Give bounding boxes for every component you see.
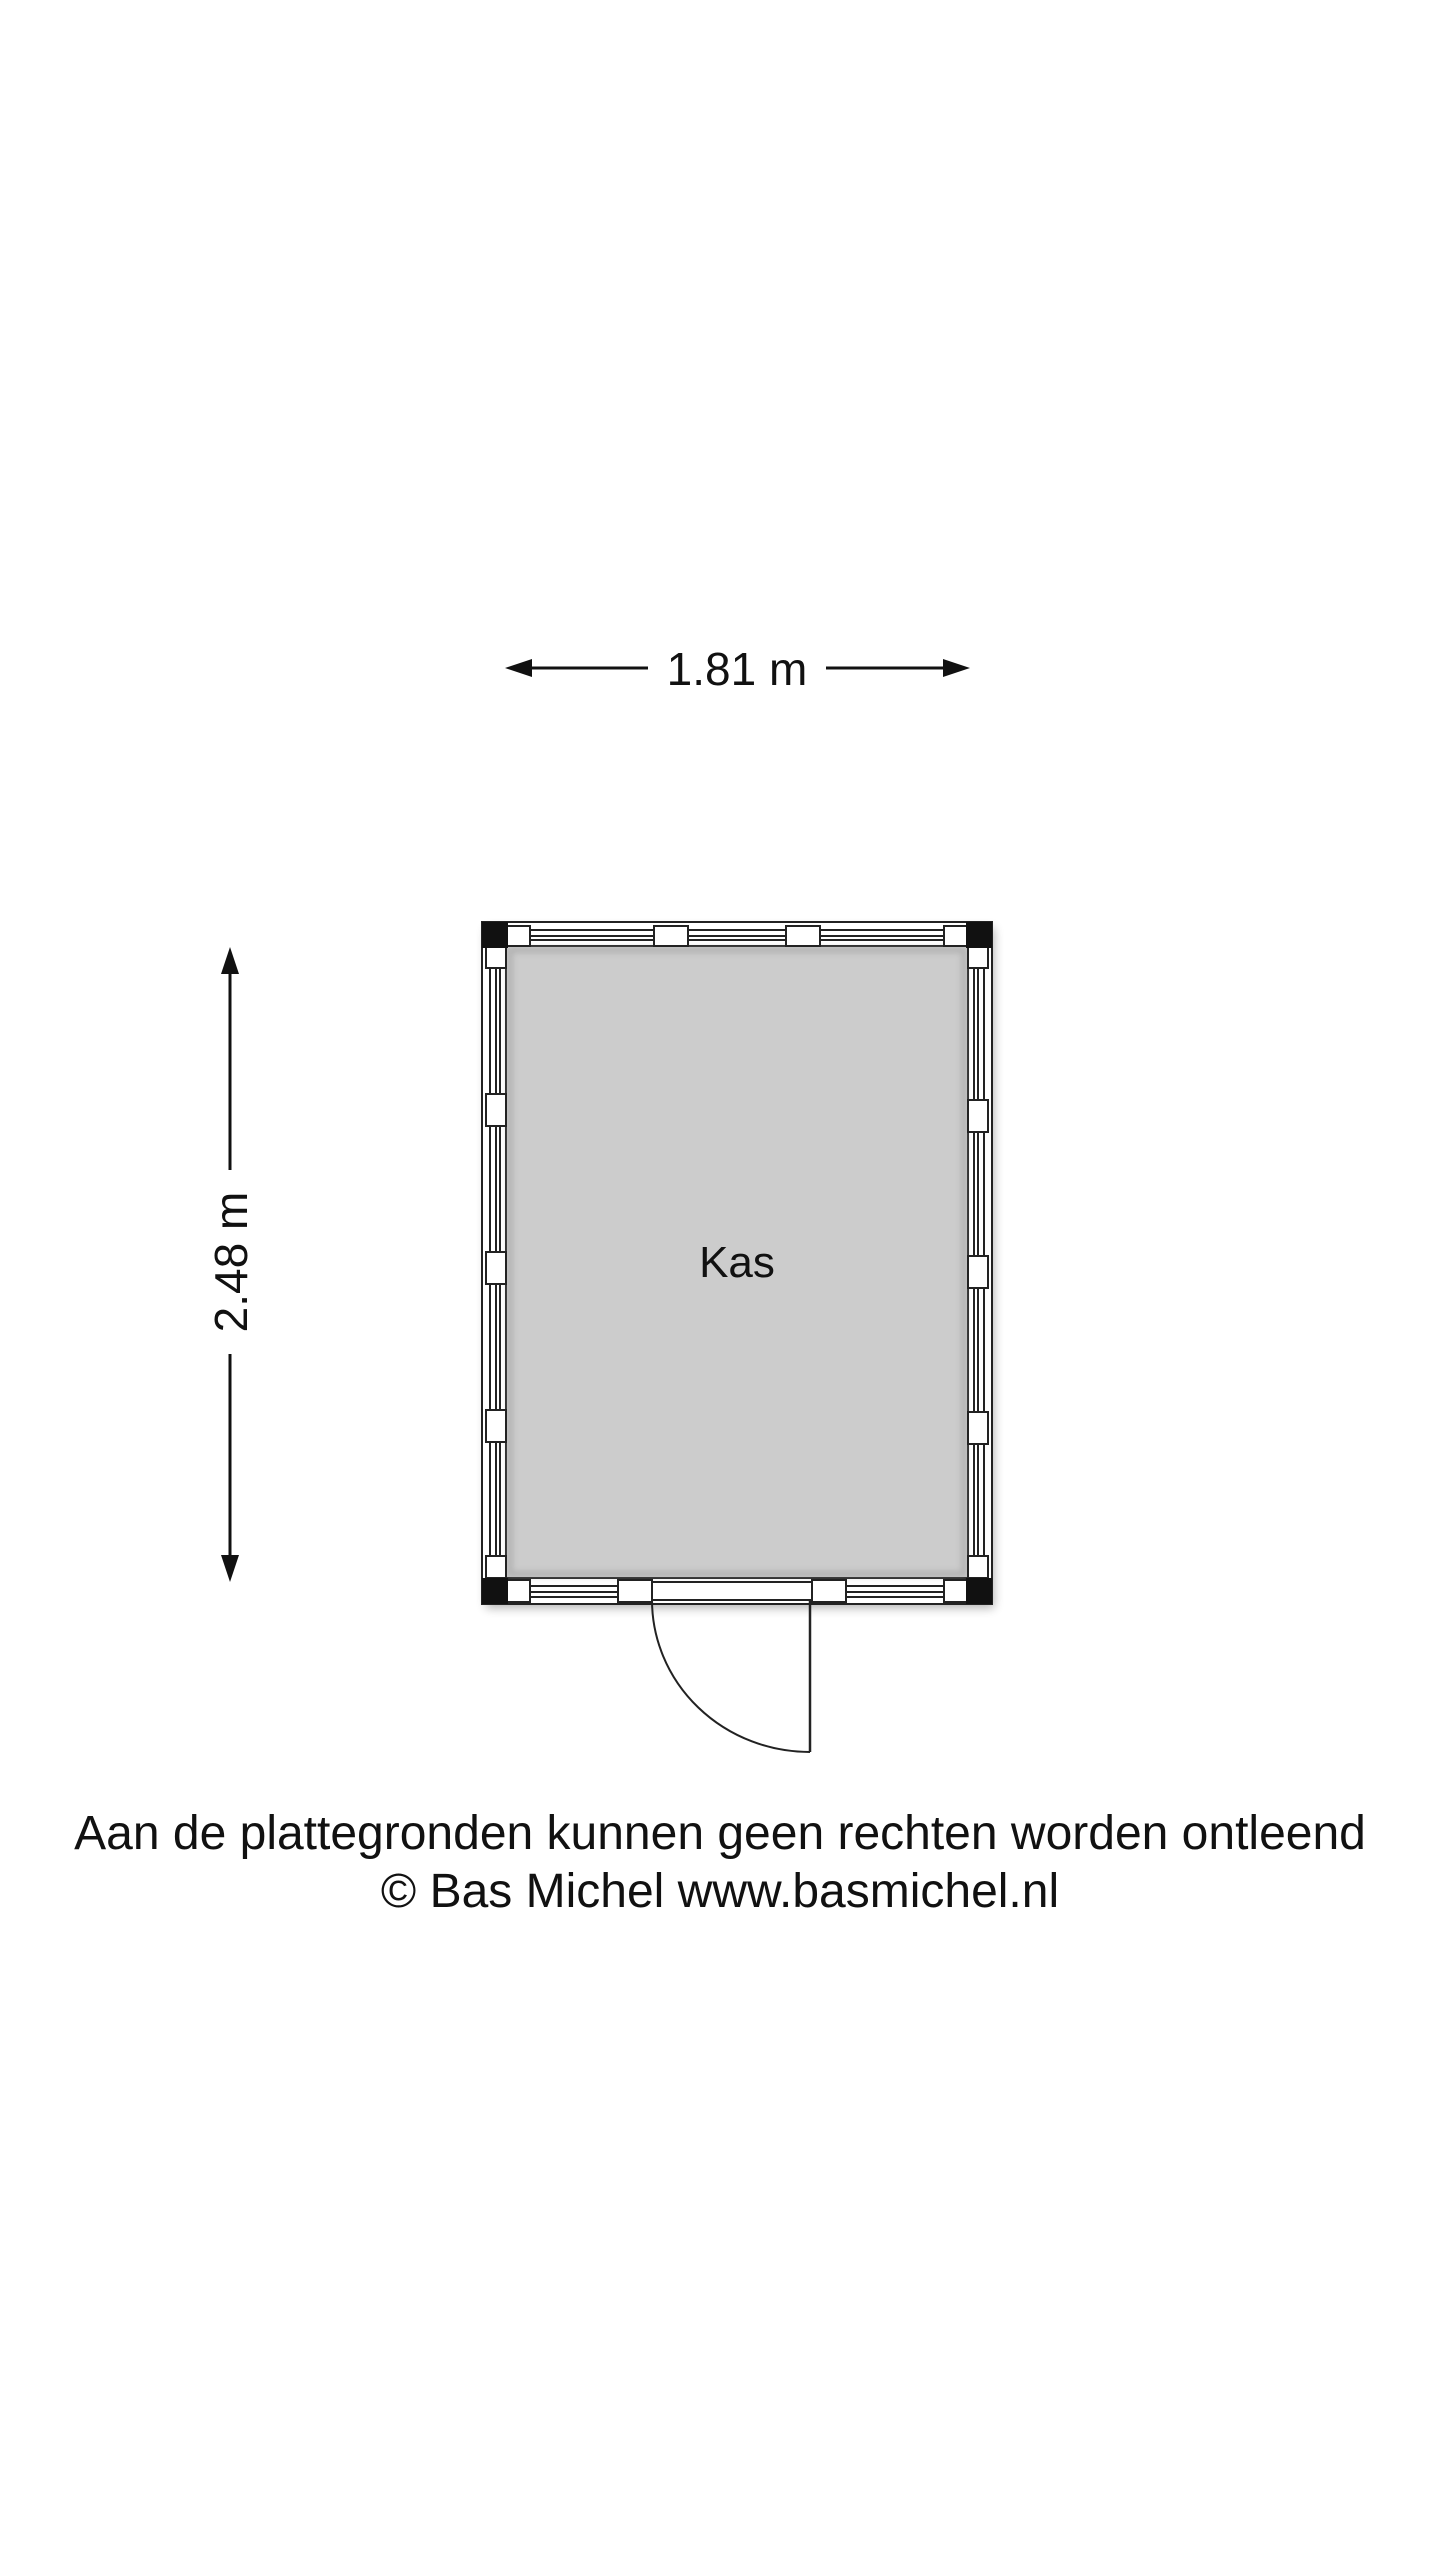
width-dim-arrow-left xyxy=(505,659,532,677)
width-dimension xyxy=(505,643,970,695)
height-dim-arrow-bottom xyxy=(221,1555,239,1582)
height-dim-arrow-top xyxy=(221,947,239,974)
room-label: Kas xyxy=(699,1238,775,1287)
mullion xyxy=(486,1252,506,1284)
height-dimension xyxy=(205,947,257,1582)
width-dimension-label: 1.81 m xyxy=(666,643,808,695)
mullion xyxy=(968,1100,988,1132)
mullion xyxy=(968,946,988,968)
mullion xyxy=(812,1580,846,1602)
door-swing-arc xyxy=(652,1600,810,1752)
mullion xyxy=(968,1256,988,1288)
mullion xyxy=(944,1580,968,1602)
mullion xyxy=(944,926,968,946)
mullion xyxy=(486,1410,506,1442)
mullion xyxy=(618,1580,652,1602)
mullion xyxy=(654,926,688,946)
door-opening xyxy=(652,1582,812,1600)
mullion xyxy=(506,1580,530,1602)
mullion xyxy=(506,926,530,946)
mullion xyxy=(968,1412,988,1444)
corner-post-top-right xyxy=(966,922,992,948)
mullion xyxy=(968,1556,988,1578)
mullion xyxy=(486,1556,506,1578)
height-dimension-label: 2.48 m xyxy=(205,1191,257,1333)
mullion xyxy=(786,926,820,946)
width-dim-arrow-right xyxy=(943,659,970,677)
mullion xyxy=(486,946,506,968)
corner-post-top-left xyxy=(482,922,508,948)
room-kas xyxy=(482,922,994,1752)
corner-post-bottom-right xyxy=(966,1578,992,1604)
corner-post-bottom-left xyxy=(482,1578,508,1604)
mullion xyxy=(486,1094,506,1126)
credit-text: © Bas Michel www.basmichel.nl xyxy=(380,1865,1060,1918)
disclaimer-text: Aan de plattegronden kunnen geen rechten worden ontleend xyxy=(74,1807,1366,1860)
